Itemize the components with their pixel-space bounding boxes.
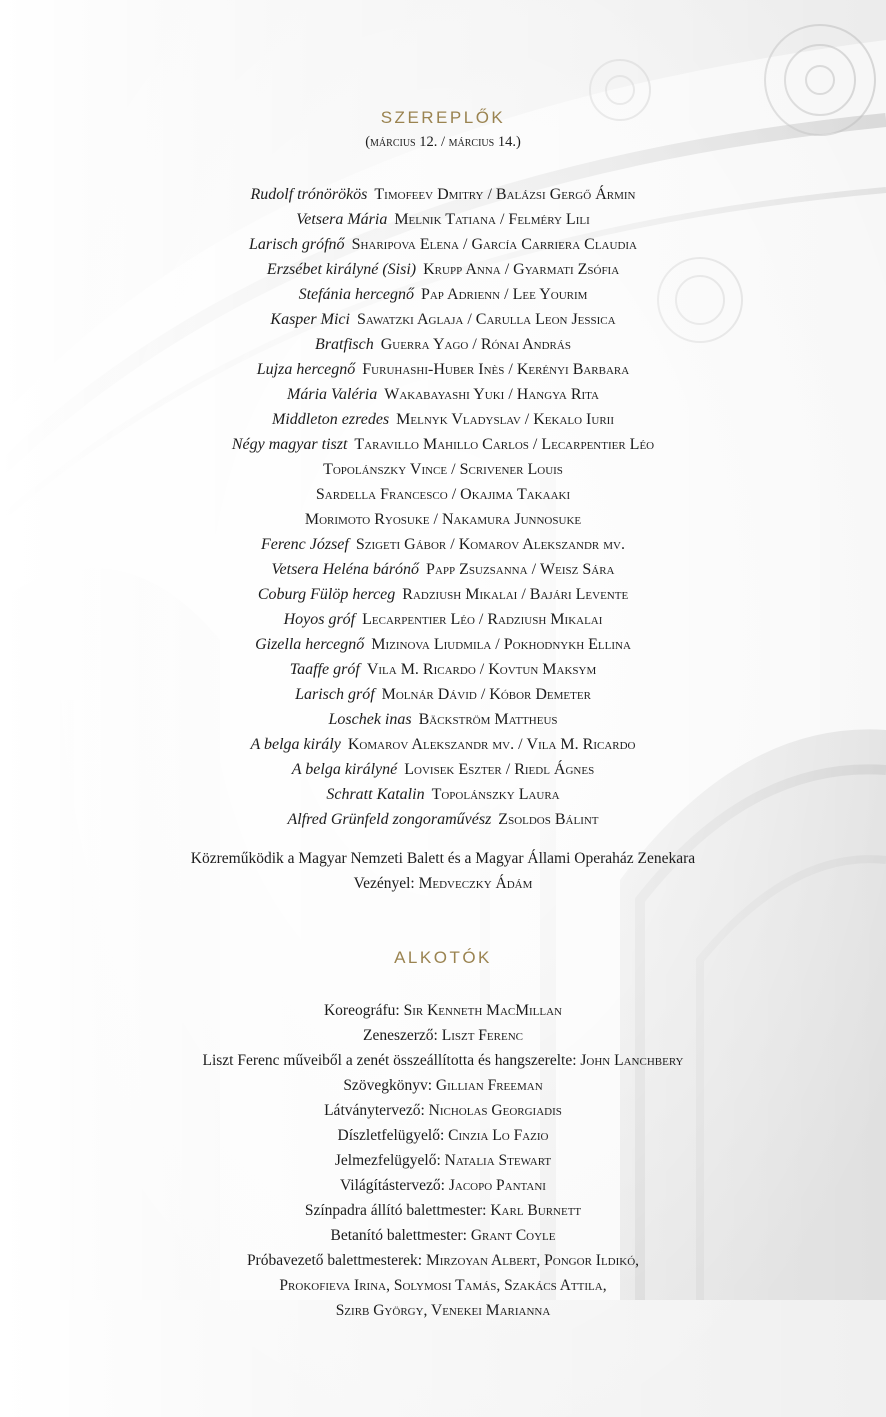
name-separator: / xyxy=(450,536,455,553)
role-name: Bratfisch xyxy=(315,336,374,353)
performer-name: Guerra Yago xyxy=(380,336,469,353)
performer-name: García Carriera Claudia xyxy=(471,236,637,253)
role-name: Lujza hercegnő xyxy=(256,361,356,378)
crew-role-label: Zeneszerző: xyxy=(363,1027,438,1044)
performer-name: Szigeti Gábor xyxy=(355,536,447,553)
crew-row xyxy=(0,1248,886,1273)
name-separator: / xyxy=(487,186,492,203)
conductor-name: Medveczky Ádám xyxy=(418,875,533,892)
performer-name: Mizinova Liudmila xyxy=(371,636,492,653)
performer-name: Taravillo Mahillo Carlos xyxy=(354,436,529,453)
performer-name: Radziush Mikalai xyxy=(487,611,603,628)
crew-row xyxy=(0,1023,886,1048)
name-separator: / xyxy=(532,436,538,453)
crew-section-title: ALKOTÓK xyxy=(394,948,492,967)
performer-name: Lee Yourim xyxy=(512,286,588,303)
name-separator: / xyxy=(531,561,537,578)
performer-name: Melnik Tatiana xyxy=(394,211,496,228)
performer-name: Weisz Sára xyxy=(540,561,615,578)
role-name: Vetsera Heléna bárónő xyxy=(271,561,420,578)
crew-names: Mirzoyan Albert, Pongor Ildikó, xyxy=(425,1252,640,1269)
role-name: Alfred Grünfeld zongoraművész xyxy=(287,811,492,828)
cast-row xyxy=(0,782,886,807)
crew-role-label: Próbavezető balettmesterek: xyxy=(246,1252,423,1269)
crew-role-label: Színpadra állító balettmester: xyxy=(304,1202,487,1219)
performer-name: Okajima Takaaki xyxy=(460,486,571,503)
cast-row xyxy=(0,432,886,457)
performer-name: Papp Zsuzsanna xyxy=(426,561,528,578)
performer-name: Wakabayashi Yuki xyxy=(384,386,505,403)
name-separator: / xyxy=(504,261,510,278)
performer-name: Scrivener Louis xyxy=(459,461,563,478)
performer-name: Radziush Mikalai xyxy=(402,586,518,603)
performance-dates: (március 12. / március 14.) xyxy=(365,134,521,150)
conductor-line xyxy=(0,871,886,896)
crew-names: Liszt Ferenc xyxy=(441,1027,523,1044)
crew-list xyxy=(0,998,886,1323)
performer-name: Krupp Anna xyxy=(423,261,501,278)
role-name: Hoyos gróf xyxy=(283,611,356,628)
name-separator: / xyxy=(451,461,456,478)
cast-row xyxy=(0,632,886,657)
crew-names: Karl Burnett xyxy=(490,1202,582,1219)
cast-row xyxy=(0,307,886,332)
crew-row xyxy=(0,1173,886,1198)
name-separator: / xyxy=(433,511,438,528)
production-notes xyxy=(0,846,886,896)
name-separator: / xyxy=(451,486,457,503)
performer-name: Nakamura Junnosuke xyxy=(441,511,582,528)
crew-row xyxy=(0,1123,886,1148)
crew-row xyxy=(0,1098,886,1123)
performer-name: Lecarpentier Léo xyxy=(362,611,475,628)
role-name: Gizella hercegnő xyxy=(255,636,365,653)
cast-row xyxy=(0,657,886,682)
crew-role-label: Betanító balettmester: xyxy=(330,1227,467,1244)
performer-name: Kovtun Maksym xyxy=(488,661,597,678)
crew-role-label: Látványtervező: xyxy=(324,1102,425,1119)
cast-row xyxy=(0,457,886,482)
crew-role-label: Koreográfu: xyxy=(323,1002,400,1019)
role-name: Schratt Katalin xyxy=(326,786,425,803)
crew-role-label: Jelmezfelügyelő: xyxy=(334,1152,441,1169)
performer-name: Zsoldos Bálint xyxy=(498,811,599,828)
performer-name: Sardella Francesco xyxy=(315,486,448,503)
crew-row xyxy=(0,1298,886,1323)
cast-row xyxy=(0,282,886,307)
cast-row xyxy=(0,207,886,232)
performer-name: Sawatzki Aglaja xyxy=(356,311,464,328)
crew-role-label: Világítástervező: xyxy=(340,1177,445,1194)
role-name: Loschek inas xyxy=(328,711,412,728)
crew-names: Natalia Stewart xyxy=(444,1152,552,1169)
name-separator: / xyxy=(479,661,485,678)
role-name: Larisch gróf xyxy=(295,686,375,703)
crew-row xyxy=(0,1273,886,1298)
crew-names: Grant Coyle xyxy=(470,1227,556,1244)
performer-name: Komarov Alekszandr mv. xyxy=(347,736,515,753)
name-separator: / xyxy=(478,611,484,628)
cast-row xyxy=(0,482,886,507)
performer-name: Pap Adrienn xyxy=(420,286,501,303)
crew-role-label: Szövegkönyv: xyxy=(343,1077,432,1094)
performer-name: Balázsi Gergő Ármin xyxy=(495,186,636,203)
role-name: Mária Valéria xyxy=(287,386,378,403)
crew-row xyxy=(0,1048,886,1073)
role-name: A belga király xyxy=(250,736,341,753)
cast-row xyxy=(0,607,886,632)
performer-name: Vila M. Ricardo xyxy=(366,661,476,678)
crew-names: Nicholas Georgiadis xyxy=(428,1102,562,1119)
role-name: Middleton ezredes xyxy=(272,411,390,428)
performer-name: Sharipova Elena xyxy=(351,236,459,253)
role-name: Taaffe gróf xyxy=(289,661,360,678)
role-name: Stefánia hercegnő xyxy=(298,286,414,303)
role-name: Larisch grófnő xyxy=(248,236,345,253)
cast-row xyxy=(0,257,886,282)
crew-names: Szirb György, Venekei Marianna xyxy=(335,1302,551,1319)
crew-row xyxy=(0,1223,886,1248)
cast-row xyxy=(0,507,886,532)
role-name: Coburg Fülöp herceg xyxy=(257,586,396,603)
cast-row xyxy=(0,582,886,607)
name-separator: / xyxy=(518,736,523,753)
name-separator: / xyxy=(508,386,513,403)
cast-list xyxy=(0,182,886,832)
cast-row xyxy=(0,232,886,257)
name-separator: / xyxy=(467,311,472,328)
role-name: Rudolf trónörökös xyxy=(250,186,368,203)
performer-name: Lecarpentier Léo xyxy=(541,436,655,453)
cast-row xyxy=(0,407,886,432)
name-separator: / xyxy=(495,636,500,653)
cast-row xyxy=(0,382,886,407)
crew-names: Sir Kenneth MacMillan xyxy=(403,1002,562,1019)
role-name: A belga királyné xyxy=(291,761,398,778)
conductor-label: Vezényel: xyxy=(353,875,415,892)
participation-note: Közreműködik a Magyar Nemzeti Balett és a Magyar Állami Operaház Zenekara xyxy=(190,850,696,867)
crew-row xyxy=(0,998,886,1023)
performer-name: Kekalo Iurii xyxy=(533,411,614,428)
performer-name: Carulla Leon Jessica xyxy=(475,311,616,328)
crew-role-label: Liszt Ferenc műveiből a zenét összeállította és hangszerelte: xyxy=(202,1052,577,1069)
crew-row xyxy=(0,1148,886,1173)
cast-row xyxy=(0,682,886,707)
performer-name: Furuhashi-Huber Inès xyxy=(362,361,505,378)
role-name: Ferenc József xyxy=(261,536,349,553)
crew-row xyxy=(0,1198,886,1223)
name-separator: / xyxy=(499,211,505,228)
name-separator: / xyxy=(505,761,511,778)
performer-name: Kerényi Barbara xyxy=(516,361,630,378)
performer-name: Felméry Lili xyxy=(508,211,590,228)
role-name: Négy magyar tiszt xyxy=(231,436,348,453)
cast-row xyxy=(0,732,886,757)
performer-name: Rónai András xyxy=(480,336,571,353)
cast-row xyxy=(0,757,886,782)
performer-name: Topolánszky Laura xyxy=(431,786,560,803)
crew-names: Cinzia Lo Fazio xyxy=(448,1127,549,1144)
role-name: Erzsébet királyné (Sisi) xyxy=(266,261,417,278)
performer-name: Riedl Ágnes xyxy=(514,761,595,778)
name-separator: / xyxy=(504,286,509,303)
name-separator: / xyxy=(472,336,477,353)
cast-row xyxy=(0,807,886,832)
cast-row xyxy=(0,357,886,382)
name-separator: / xyxy=(508,361,513,378)
cast-row xyxy=(0,557,886,582)
cast-row xyxy=(0,532,886,557)
performer-name: Melnyk Vladyslav xyxy=(396,411,521,428)
performer-name: Molnár Dávid xyxy=(381,686,477,703)
performer-name: Timofeev Dmitry xyxy=(374,186,484,203)
name-separator: / xyxy=(462,236,468,253)
crew-names: John Lanchbery xyxy=(580,1052,684,1069)
performer-name: Topolánszky Vince xyxy=(323,461,448,478)
crew-role-label: Díszletfelügyelő: xyxy=(337,1127,445,1144)
cast-row xyxy=(0,182,886,207)
performer-name: Komarov Alekszandr mv. xyxy=(458,536,625,553)
cast-row xyxy=(0,332,886,357)
performer-name: Gyarmati Zsófia xyxy=(513,261,620,278)
performer-name: Pokhodnykh Ellina xyxy=(503,636,631,653)
crew-names: Jacopo Pantani xyxy=(448,1177,546,1194)
crew-names: Gillian Freeman xyxy=(435,1077,543,1094)
performer-name: Hangya Rita xyxy=(516,386,599,403)
role-name: Kasper Mici xyxy=(270,311,350,328)
cast-section-title: SZEREPLŐK xyxy=(380,108,506,127)
name-separator: / xyxy=(521,586,526,603)
crew-row xyxy=(0,1073,886,1098)
crew-names: Prokofieva Irina, Solymosi Tamás, Szakács Attila, xyxy=(279,1277,607,1294)
role-name: Vetsera Mária xyxy=(296,211,388,228)
performer-name: Vila M. Ricardo xyxy=(526,736,636,753)
performer-name: Bäckström Mattheus xyxy=(418,711,558,728)
performer-name: Lovisek Eszter xyxy=(404,761,502,778)
cast-row xyxy=(0,707,886,732)
name-separator: / xyxy=(480,686,486,703)
name-separator: / xyxy=(524,411,530,428)
performer-name: Bajári Levente xyxy=(529,586,629,603)
performer-name: Morimoto Ryosuke xyxy=(304,511,430,528)
performer-name: Kóbor Demeter xyxy=(489,686,591,703)
